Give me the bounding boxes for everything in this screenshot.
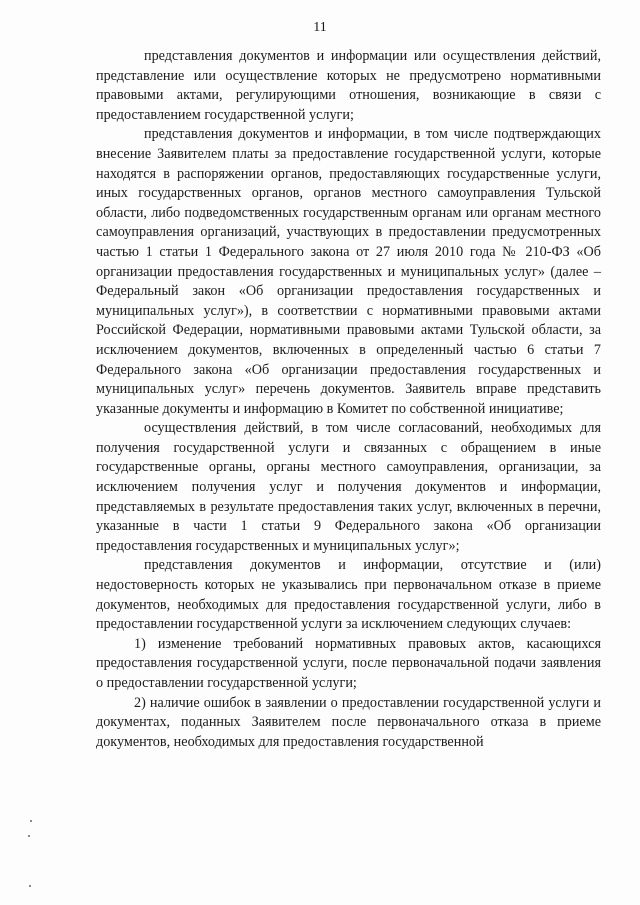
document-body <box>96 47 601 752</box>
paragraph-list-item-1: 1) изменение требований нормативных правовых актов, касающихся предоставления государственной услуги, после первоначальной подачи заявления о предоставлении государственной услуги; <box>96 635 601 691</box>
paragraph-4: представления документов и информации, отсутствие и (или) недостоверность которых не указывались при первоначальном отказе в приеме документов, необходимых для предоставления государственной услуги, либо в предоставлении государственной услуги за исключением следующих случаев: <box>96 557 601 633</box>
paragraph-list-item-2: 2) наличие ошибок в заявлении о предоставлении государственной услуги и документах, поданных Заявителем после первоначального отказа в приеме документов, необходимых для предоставления государственной <box>96 694 601 750</box>
page-number: 11 <box>313 20 327 35</box>
scan-artifact-dot <box>28 835 30 837</box>
paragraph-2: представления документов и информации, в том числе подтверждающих внесение Заявителем платы за предоставление государственной услуги, которые находятся в распоряжении органов, предоставляющих государственные услуги, иных государственных органов, органов местного самоуправления Тульской области, либо подведомственных государственным органам или органам местного самоуправления организаций, участвующих в предоставлении предусмотренных частью 1 статьи 1 Федерального закона от 27 июля 2010 года № 210-ФЗ «Об организации предоставления государственных и муниципальных услуг» (далее – Федеральный закон «Об организации предоставления государственных и муниципальных услуг»), в соответствии с нормативными правовыми актами Российской Федерации, нормативными правовыми актами Тульской области, за исключением документов, включенных в определенный частью 6 статьи 7 Федерального закона «Об организации предоставления государственных и муниципальных услуг» перечень документов. Заявитель вправе представить указанные документы и информацию в Комитет по собственной инициативе; <box>96 126 601 417</box>
paragraph-3: осуществления действий, в том числе согласований, необходимых для получения государственной услуги и связанных с обращением в иные государственные органы, органы местного самоуправления, организации, за исключением получения услуг и получения документов и информации, представляемых в результате предоставления таких услуг, включенных в перечни, указанные в части 1 статьи 9 Федерального закона «Об организации предоставления государственных и муниципальных услуг»; <box>96 420 601 554</box>
paragraph-1: представления документов и информации или осуществления действий, представление или осуществление которых не предусмотрено нормативными правовыми актами, регулирующими отношения, возникающие в связи с предоставлением государственной услуги; <box>96 48 601 123</box>
scan-artifact-dot <box>29 885 31 887</box>
scan-artifact-dot <box>30 820 32 822</box>
